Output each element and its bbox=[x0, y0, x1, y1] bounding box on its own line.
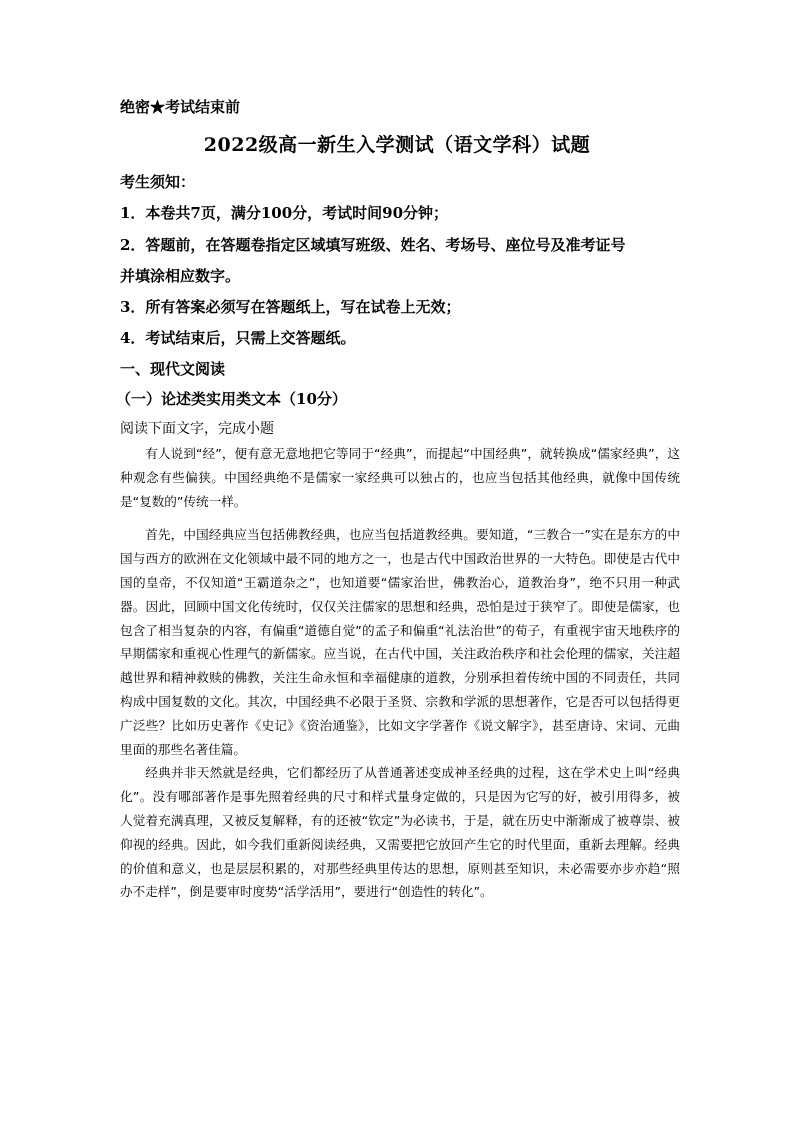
subsection-heading: （一）论述类实用类文本（10分） bbox=[116, 390, 347, 408]
notice-item-2: 2．答题前，在答题卷指定区域填写班级、姓名、考场号、座位号及准考证号 bbox=[120, 236, 626, 254]
reading-instruction: 阅读下面文字，完成小题 bbox=[120, 421, 274, 437]
page-title: 2022级高一新生入学测试（语文学科）试题 bbox=[203, 134, 591, 156]
notice-item-1: 1．本卷共7页，满分100分，考试时间90分钟； bbox=[120, 204, 449, 222]
notice-item-2-continued: 并填涂相应数字。 bbox=[120, 267, 241, 285]
passage-paragraph: 首先，中国经典应当包括佛教经典，也应当包括道教经典。要知道，“三教合一”实在是东方的中国与西方的欧洲在文化领域中最不同的地方之一，也是古代中国政治世界的一大特色。即使是古代中国的皇帝，不仅知道“王霸道杂之”，也知道要“儒家治世，佛教治心，道教治身”，绝不只用一种武器。因此，回顾中国文化传统时，仅仅关注儒家的思想和经典，恐怕是过于狭窄了。即使是儒家，也包含了相当复杂的内容，有偏重“道德自觉”的孟子和偏重“礼法治世”的荀子，有重视宇宙天地秩序的早期儒家和重视心性理气的新儒家。应当说，在古代中国，关注政治秩序和社会伦理的儒家，关注超越世界和精神救赎的佛教，关注生命永恒和幸福健康的道教，分别承担着传统中国的不同责任，共同构成中国复数的文化。其次，中国经典不必限于圣贤、宗教和学派的思想著作，它是否可以包括得更广泛些？比如历史著作《史记》《资治通鉴》，比如文字学著作《说文解字》，甚至唐诗、宋词、元曲里面的那些名著佳篇。 bbox=[120, 527, 680, 757]
notice-heading: 考生须知： bbox=[120, 173, 196, 191]
notice-item-3: 3．所有答案必须写在答题纸上，写在试卷上无效； bbox=[120, 298, 461, 316]
reading-passage bbox=[120, 442, 680, 904]
section-heading: 一、现代文阅读 bbox=[120, 360, 226, 378]
passage-paragraph: 经典并非天然就是经典，它们都经历了从普通著述变成神圣经典的过程，这在学术史上叫“经典化”。没有哪部著作是事先照着经典的尺寸和样式量身定做的，只是因为它写的好，被引用得多，被人觉着充满真理，又被反复解释，有的还被“钦定”为必读书，于是，就在历史中渐渐成了被尊崇、被仰视的经典。因此，如今我们重新阅读经典，又需要把它放回产生它的时代里面，重新去理解。经典的价值和意义，也是层层积累的，对那些经典里传达的思想，原则甚至知识，未必需要亦步亦趋“照办不走样”，倒是要审时度势“活学活用”，要进行“创造性的转化”。 bbox=[120, 765, 680, 900]
notice-item-4: 4．考试结束后，只需上交答题纸。 bbox=[120, 329, 356, 347]
confidential-mark: 绝密★考试结束前 bbox=[120, 98, 241, 116]
passage-paragraph: 有人说到“经”，便有意无意地把它等同于“经典”，而提起“中国经典”，就转换成“儒家经典”，这种观念有些偏狭。中国经典绝不是儒家一家经典可以独占的，也应当包括其他经典，就像中国传统是“复数的”传统一样。 bbox=[120, 446, 680, 509]
